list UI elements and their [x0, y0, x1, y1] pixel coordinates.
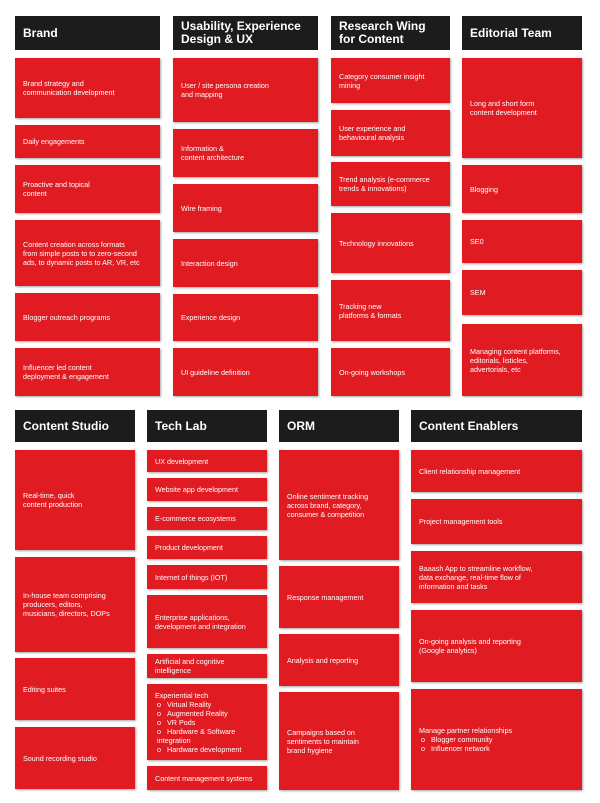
usability-item: User / site persona creation and mapping: [173, 58, 318, 122]
tech-lab-item: Website app development: [147, 478, 267, 501]
editorial-item: SEM: [462, 270, 582, 315]
tech-lab-item: Internet of things (IOT): [147, 565, 267, 589]
research-item: Technology innovations: [331, 213, 450, 273]
partner-list: [419, 735, 512, 753]
enablers-item: Client relationship management: [411, 450, 582, 492]
header-tech-lab: Tech Lab: [147, 410, 267, 442]
tech-lab-item: Enterprise applications, development and integration: [147, 595, 267, 648]
research-item: User experience and behavioural analysis: [331, 110, 450, 156]
header-brand: Brand: [15, 16, 160, 50]
research-item: On-going workshops: [331, 348, 450, 396]
content-studio-item: Real-time, quick content production: [15, 450, 135, 550]
experiential-bullet: o Hardware & Software integration: [155, 727, 241, 745]
tech-lab-item: Artificial and cognitive intelligence: [147, 654, 267, 678]
header-content-enablers: Content Enablers: [411, 410, 582, 442]
research-item: Tracking new platforms & formats: [331, 280, 450, 341]
usability-item: UI guideline definition: [173, 348, 318, 396]
experiential-bullet: o Virtual Reality: [155, 700, 241, 709]
enablers-item: Project management tools: [411, 499, 582, 544]
usability-item: Experience design: [173, 294, 318, 341]
research-item: Category consumer insight mining: [331, 58, 450, 103]
content-studio-item: Editing suites: [15, 658, 135, 720]
partner-bullet: o Influencer network: [419, 744, 512, 753]
brand-item: Daily engagements: [15, 125, 160, 158]
experiential-bullet: o Augmented Reality: [155, 709, 241, 718]
header-usability: Usability, Experience Design & UX: [173, 16, 318, 50]
editorial-item: Blogging: [462, 165, 582, 213]
header-content-studio: Content Studio: [15, 410, 135, 442]
orm-item: Response management: [279, 566, 399, 628]
tech-lab-item: Content management systems: [147, 766, 267, 790]
partner-bullet: o Blogger community: [419, 735, 512, 744]
editorial-item: SE0: [462, 220, 582, 263]
enablers-item-partners: Manage partner relationships o Blogger community o Influencer network: [411, 689, 582, 790]
research-item: Trend analysis (e-commerce trends & innovations): [331, 162, 450, 206]
usability-item: Wire framing: [173, 184, 318, 232]
enablers-item: On-going analysis and reporting (Google analytics): [411, 610, 582, 682]
tech-lab-item: UX development: [147, 450, 267, 472]
orm-item: Analysis and reporting: [279, 634, 399, 686]
brand-item: Brand strategy and communication development: [15, 58, 160, 118]
enablers-item: Baaash App to streamline workflow, data exchange, real-time flow of information and tasks: [411, 551, 582, 603]
brand-item: Proactive and topical content: [15, 165, 160, 213]
experiential-bullet: o Hardware development: [155, 745, 241, 754]
header-orm: ORM: [279, 410, 399, 442]
orm-item: Campaigns based on sentiments to maintain brand hygiene: [279, 692, 399, 790]
usability-item: Information & content architecture: [173, 129, 318, 177]
tech-lab-item: E-commerce ecosystems: [147, 507, 267, 530]
editorial-item: Managing content platforms, editorials, listicles, advertorials, etc: [462, 324, 582, 396]
experiential-bullet: o VR Pods: [155, 718, 241, 727]
editorial-item: Long and short form content development: [462, 58, 582, 158]
brand-item: Content creation across formats from simple posts to to zero-second ads, to dynamic posts to AR, VR, etc: [15, 220, 160, 286]
usability-item: Interaction design: [173, 239, 318, 287]
tech-lab-item-experiential: Experiential tech o Virtual Reality o Augmented Reality o VR Pods o Hardware & Software integration o Hardware development: [147, 684, 267, 760]
header-editorial: Editorial Team: [462, 16, 582, 50]
orm-item: Online sentiment tracking across brand, category, consumer & competition: [279, 450, 399, 560]
experiential-list: [155, 700, 241, 754]
content-studio-item: Sound recording studio: [15, 727, 135, 789]
tech-lab-item: Product development: [147, 536, 267, 559]
brand-item: Influencer led content deployment & engagement: [15, 348, 160, 396]
brand-item: Blogger outreach programs: [15, 293, 160, 341]
content-studio-item: In-house team comprising producers, editors, musicians, directors, DOPs: [15, 557, 135, 652]
header-research: Research Wing for Content: [331, 16, 450, 50]
